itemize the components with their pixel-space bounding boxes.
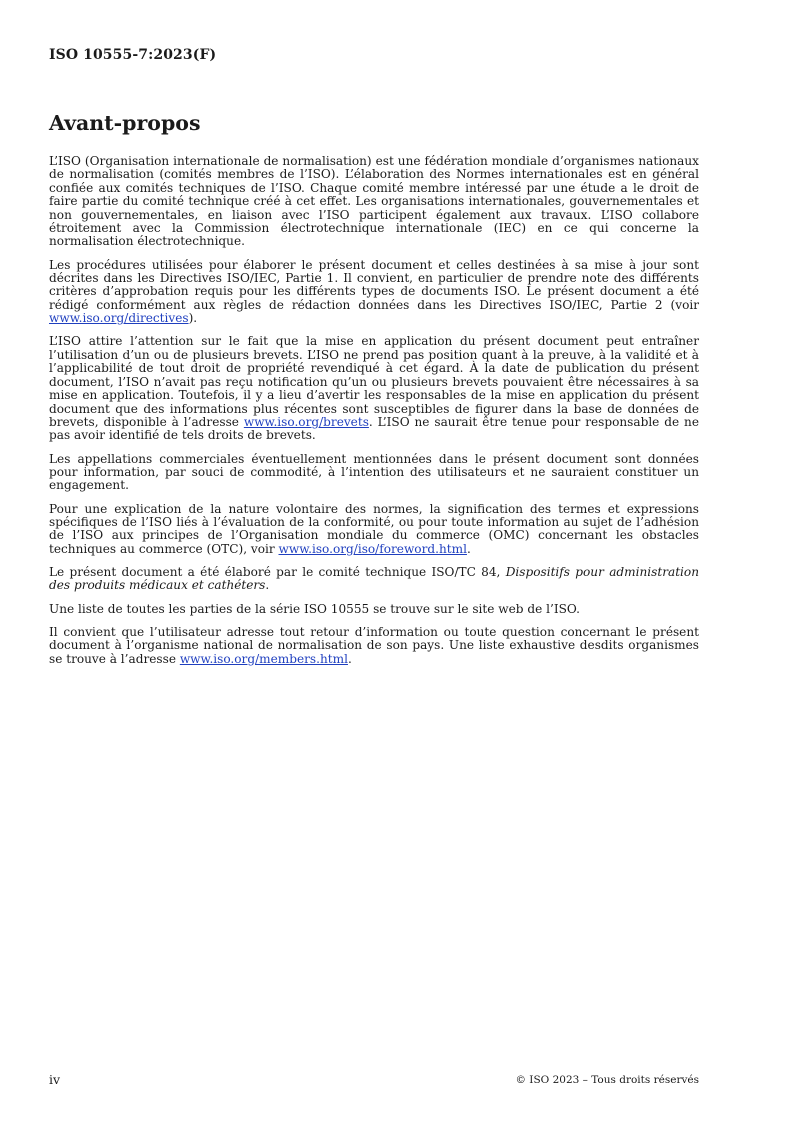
- copyright-notice: © ISO 2023 – Tous droits réservés: [515, 1074, 699, 1086]
- directives-link[interactable]: www.iso.org/directives: [49, 311, 189, 326]
- paragraph-5: [49, 503, 699, 557]
- paragraph-5-text-a: Pour une explication de la nature volontaire des normes, la signification des termes et expressions spécifiques de l’ISO liés à l’évaluation de la conformité, ou pour toute information au sujet de l’adhésion de l’ISO aux principes de l’Organisation mondiale du commerce (OMC) concernant les obstacles techniques au commerce (OTC), voir: [49, 501, 699, 556]
- paragraph-2-text-b: ).: [188, 311, 198, 326]
- paragraph-8-text-a: Il convient que l’utilisateur adresse tout retour d’information ou toute question concernant le présent document à l’organisme national de normalisation de son pays. Une liste exhaustive desdits organismes se trouve à l’adresse: [49, 624, 699, 666]
- paragraph-3-text-a: L’ISO attire l’attention sur le fait que la mise en application du présent document peut entraîner l’utilisation d’un ou de plusieurs brevets. L’ISO ne prend pas position quant à la preuve, à la validité et à l’applicabilité de tout droit de propriété revendiqué à cet égard. À la date de publication du présent document, l’ISO n’avait pas reçu notification qu’un ou plusieurs brevets pouvaient être nécessaires à sa mise en application. Toutefois, il y a lieu d’avertir les responsables de la mise en application du présent document que des informations plus récentes sont susceptibles de figurer dans la base de données de brevets, disponible à l’adresse: [49, 334, 699, 429]
- document-id: ISO 10555-7:2023(F): [49, 47, 217, 63]
- foreword-body: [49, 155, 699, 676]
- members-link[interactable]: www.iso.org/members.html: [179, 651, 348, 666]
- committee-title: Dispositifs pour administration des produits médicaux et cathéters: [49, 564, 699, 593]
- paragraph-6-text-a: Le présent document a été élaboré par le comité technique ISO/TC 84,: [49, 564, 506, 579]
- paragraph-5-text-b: .: [466, 541, 471, 556]
- paragraph-8-text-b: .: [347, 651, 352, 666]
- paragraph-3-text-b: . L’ISO ne saurait être tenue pour responsable de ne pas avoir identifié de tels droits de brevets.: [49, 414, 699, 443]
- paragraph-6-text-b: .: [265, 578, 270, 593]
- page-number: iv: [49, 1072, 61, 1087]
- paragraph-8: [49, 626, 699, 666]
- section-title: Avant-propos: [49, 111, 201, 135]
- foreword-link[interactable]: www.iso.org/iso/foreword.html: [278, 541, 467, 556]
- paragraph-7: Une liste de toutes les parties de la série ISO 10555 se trouve sur le site web de l’ISO.: [49, 601, 580, 616]
- paragraph-1: L’ISO (Organisation internationale de normalisation) est une fédération mondiale d’organismes nationaux de normalisation (comités membres de l’ISO). L’élaboration des Normes internationales est en général confiée aux comités techniques de l’ISO. Chaque comité membre intéressé par une étude a le droit de faire partie du comité technique créé à cet effet. Les organisations internationales, gouvernementales et non gouvernementales, en liaison avec l’ISO participent également aux travaux. L’ISO collabore étroitement avec la Commission électrotechnique internationale (IEC) en ce qui concerne la normalisation électrotechnique.: [49, 154, 699, 249]
- patents-link[interactable]: www.iso.org/brevets: [243, 414, 369, 429]
- paragraph-2-text-a: Les procédures utilisées pour élaborer le présent document et celles destinées à sa mise à jour sont décrites dans les Directives ISO/IEC, Partie 1. Il convient, en particulier de prendre note des différents critères d’approbation requis pour les différents types de documents ISO. Le présent document a été rédigé conformément aux règles de rédaction données dans les Directives ISO/IEC, Partie 2 (voir: [49, 257, 699, 312]
- paragraph-6: [49, 566, 699, 593]
- paragraph-4: Les appellations commerciales éventuellement mentionnées dans le présent document sont données pour information, par souci de commodité, à l’intention des utilisateurs et ne sauraient constituer un engagement.: [49, 451, 699, 493]
- paragraph-2: [49, 259, 699, 326]
- paragraph-3: [49, 335, 699, 442]
